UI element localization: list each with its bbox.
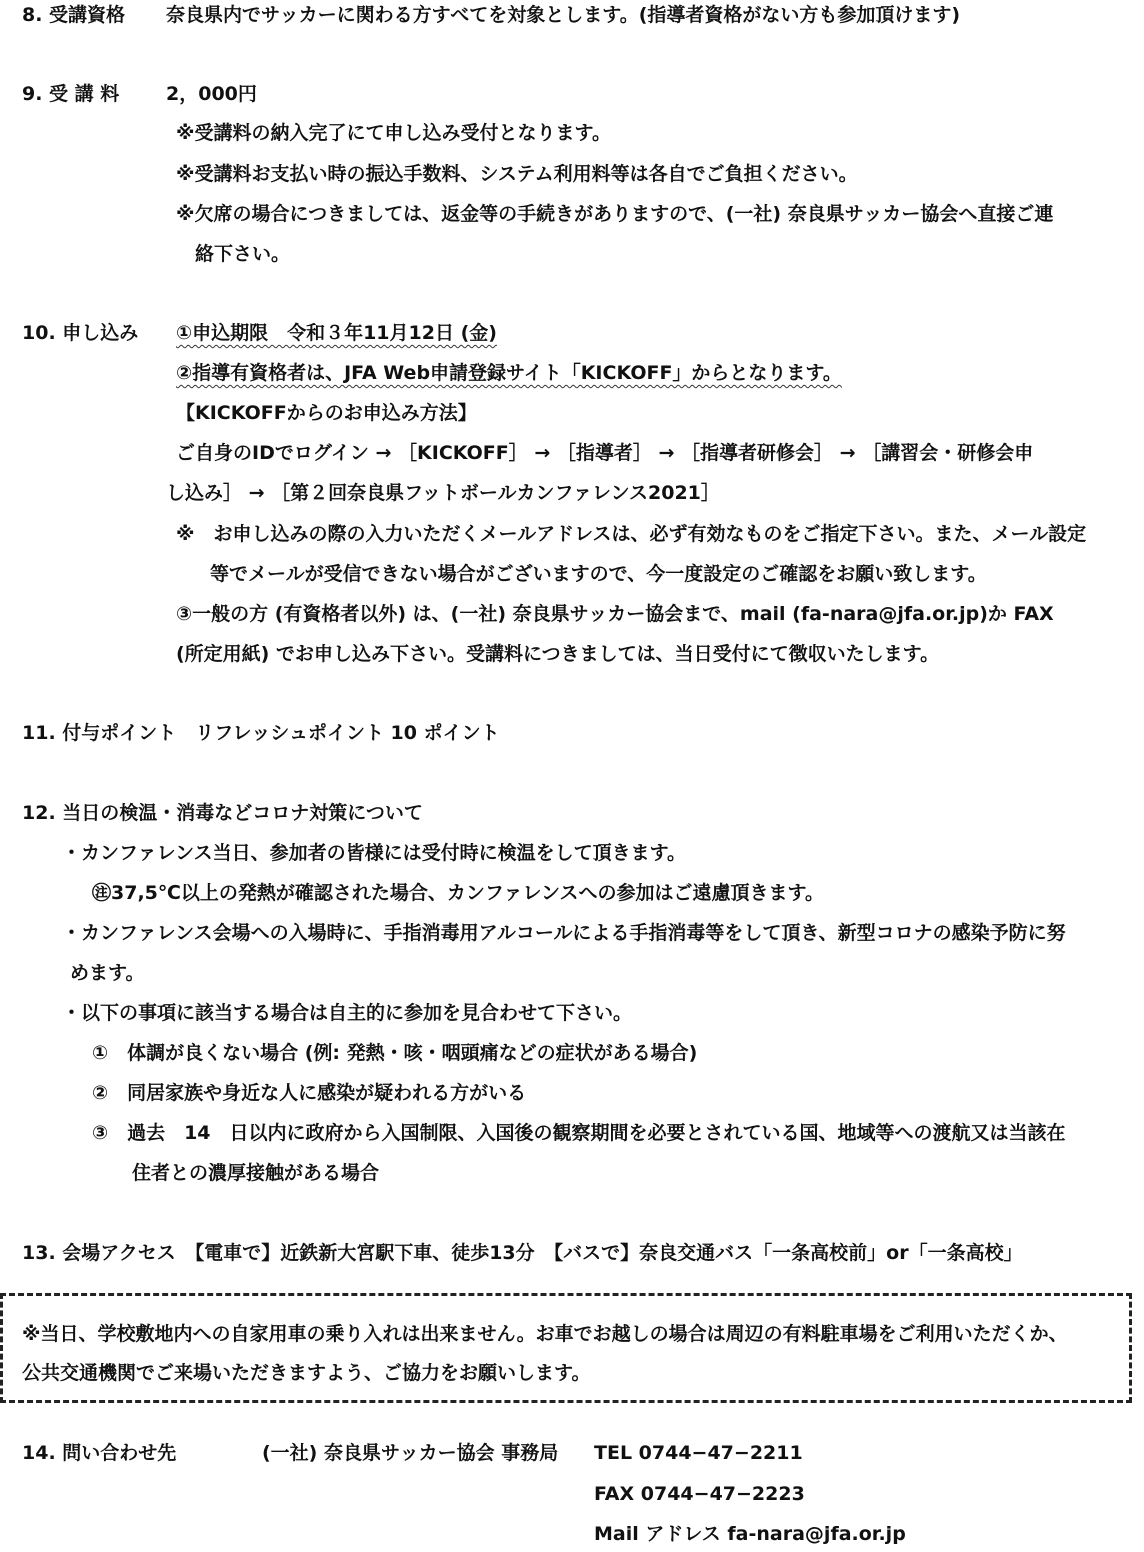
covid-bullet-cont: めます。 xyxy=(70,962,145,984)
fee-amount: 2，000円 xyxy=(166,83,257,105)
general-application-cont: (所定用紙) でお申し込み下さい。受講料につきましては、当日受付にて徴収いたします。 xyxy=(176,643,940,665)
section-8-text: 奈良県内でサッカーに関わる方すべてを対象とします。(指導者資格がない方も参加頂けます) xyxy=(166,4,961,26)
covid-condition-cont: 住者との濃厚接触がある場合 xyxy=(132,1162,380,1184)
kickoff-method-steps-cont: し込み］ → ［第２回奈良県フットボールカンファレンス2021］ xyxy=(166,482,720,504)
covid-bullet: ・カンファレンス当日、参加者の皆様には受付時に検温をして頂きます。 xyxy=(62,842,687,864)
section-12-heading: 12. 当日の検温・消毒などコロナ対策について xyxy=(22,802,423,824)
section-11-points: 11. 付与ポイント リフレッシュポイント 10 ポイント xyxy=(22,722,500,744)
fee-note-cont: 絡下さい。 xyxy=(195,243,291,265)
section-9-heading: 9. 受 講 料 xyxy=(22,83,120,105)
kickoff-method-steps: ご自身のIDでログイン → ［KICKOFF］ → ［指導者］ → ［指導者研修会］ → ［講習会・研修会申 xyxy=(176,442,1034,464)
fee-note: ※受講料お支払い時の振込手数料、システム利用料等は各自でご負担ください。 xyxy=(176,163,858,185)
contact-fax: FAX 0744−47−2223 xyxy=(594,1483,805,1505)
section-10-heading: 10. 申し込み xyxy=(22,322,139,344)
fee-note: ※欠席の場合につきましては、返金等の手続きがありますので、(一社) 奈良県サッカー協会へ直接ご連 xyxy=(176,203,1054,225)
covid-condition: ① 体調が良くない場合 (例: 発熱・咳・咽頭痛などの症状がある場合) xyxy=(92,1042,698,1064)
application-deadline: ①申込期限 令和３年11月12日 (金) xyxy=(176,322,497,344)
section-8-heading: 8. 受講資格 xyxy=(22,4,126,26)
covid-condition: ③ 過去 14 日以内に政府から入国制限、入国後の観察期間を必要とされている国、地域等への渡航又は当該在 xyxy=(92,1122,1066,1144)
kickoff-instruction: ②指導有資格者は、JFA Web申請登録サイト「KICKOFF」からとなります。 xyxy=(176,362,842,384)
email-note-cont: 等でメールが受信できない場合がございますので、今一度設定のご確認をお願い致します。 xyxy=(210,563,987,585)
covid-bullet-note: ㊟37,5℃以上の発熱が確認された場合、カンファレンスへの参加はご遠慮頂きます。 xyxy=(92,882,824,904)
kickoff-method-title: 【KICKOFFからのお申込み方法】 xyxy=(176,402,477,424)
contact-org: (一社) 奈良県サッカー協会 事務局 xyxy=(262,1442,559,1464)
covid-bullet: ・以下の事項に該当する場合は自主的に参加を見合わせて下さい。 xyxy=(62,1002,633,1024)
covid-condition: ② 同居家族や身近な人に感染が疑われる方がいる xyxy=(92,1082,527,1104)
covid-bullet: ・カンファレンス会場への入場時に、手指消毒用アルコールによる手指消毒等をして頂き、新型コロナの感染予防に努 xyxy=(62,922,1066,944)
general-application: ③一般の方 (有資格者以外) は、(一社) 奈良県サッカー協会まで、mail (fa-nara@jfa.or.jp)か FAX xyxy=(176,603,1054,625)
email-note: ※ お申し込みの際の入力いただくメールアドレスは、必ず有効なものをご指定下さい。また、メール設定 xyxy=(176,523,1087,545)
contact-tel: TEL 0744−47−2211 xyxy=(594,1442,803,1464)
section-14-heading: 14. 問い合わせ先 xyxy=(22,1442,177,1464)
fee-note: ※受講料の納入完了にて申し込み受付となります。 xyxy=(176,122,611,144)
parking-notice-box xyxy=(0,1293,1132,1403)
section-13-access: 13. 会場アクセス 【電車で】近鉄新大宮駅下車、徒歩13分 【バスで】奈良交通バス「一条高校前」or「一条高校」 xyxy=(22,1242,1023,1264)
contact-mail: Mail アドレス fa-nara@jfa.or.jp xyxy=(594,1523,906,1545)
parking-notice-cont: 公共交通機関でご来場いただきますよう、ご協力をお願いします。 xyxy=(22,1362,591,1384)
parking-notice: ※当日、学校敷地内への自家用車の乗り入れは出来ません。お車でお越しの場合は周辺の有料駐車場をご利用いただくか、 xyxy=(22,1323,1068,1345)
